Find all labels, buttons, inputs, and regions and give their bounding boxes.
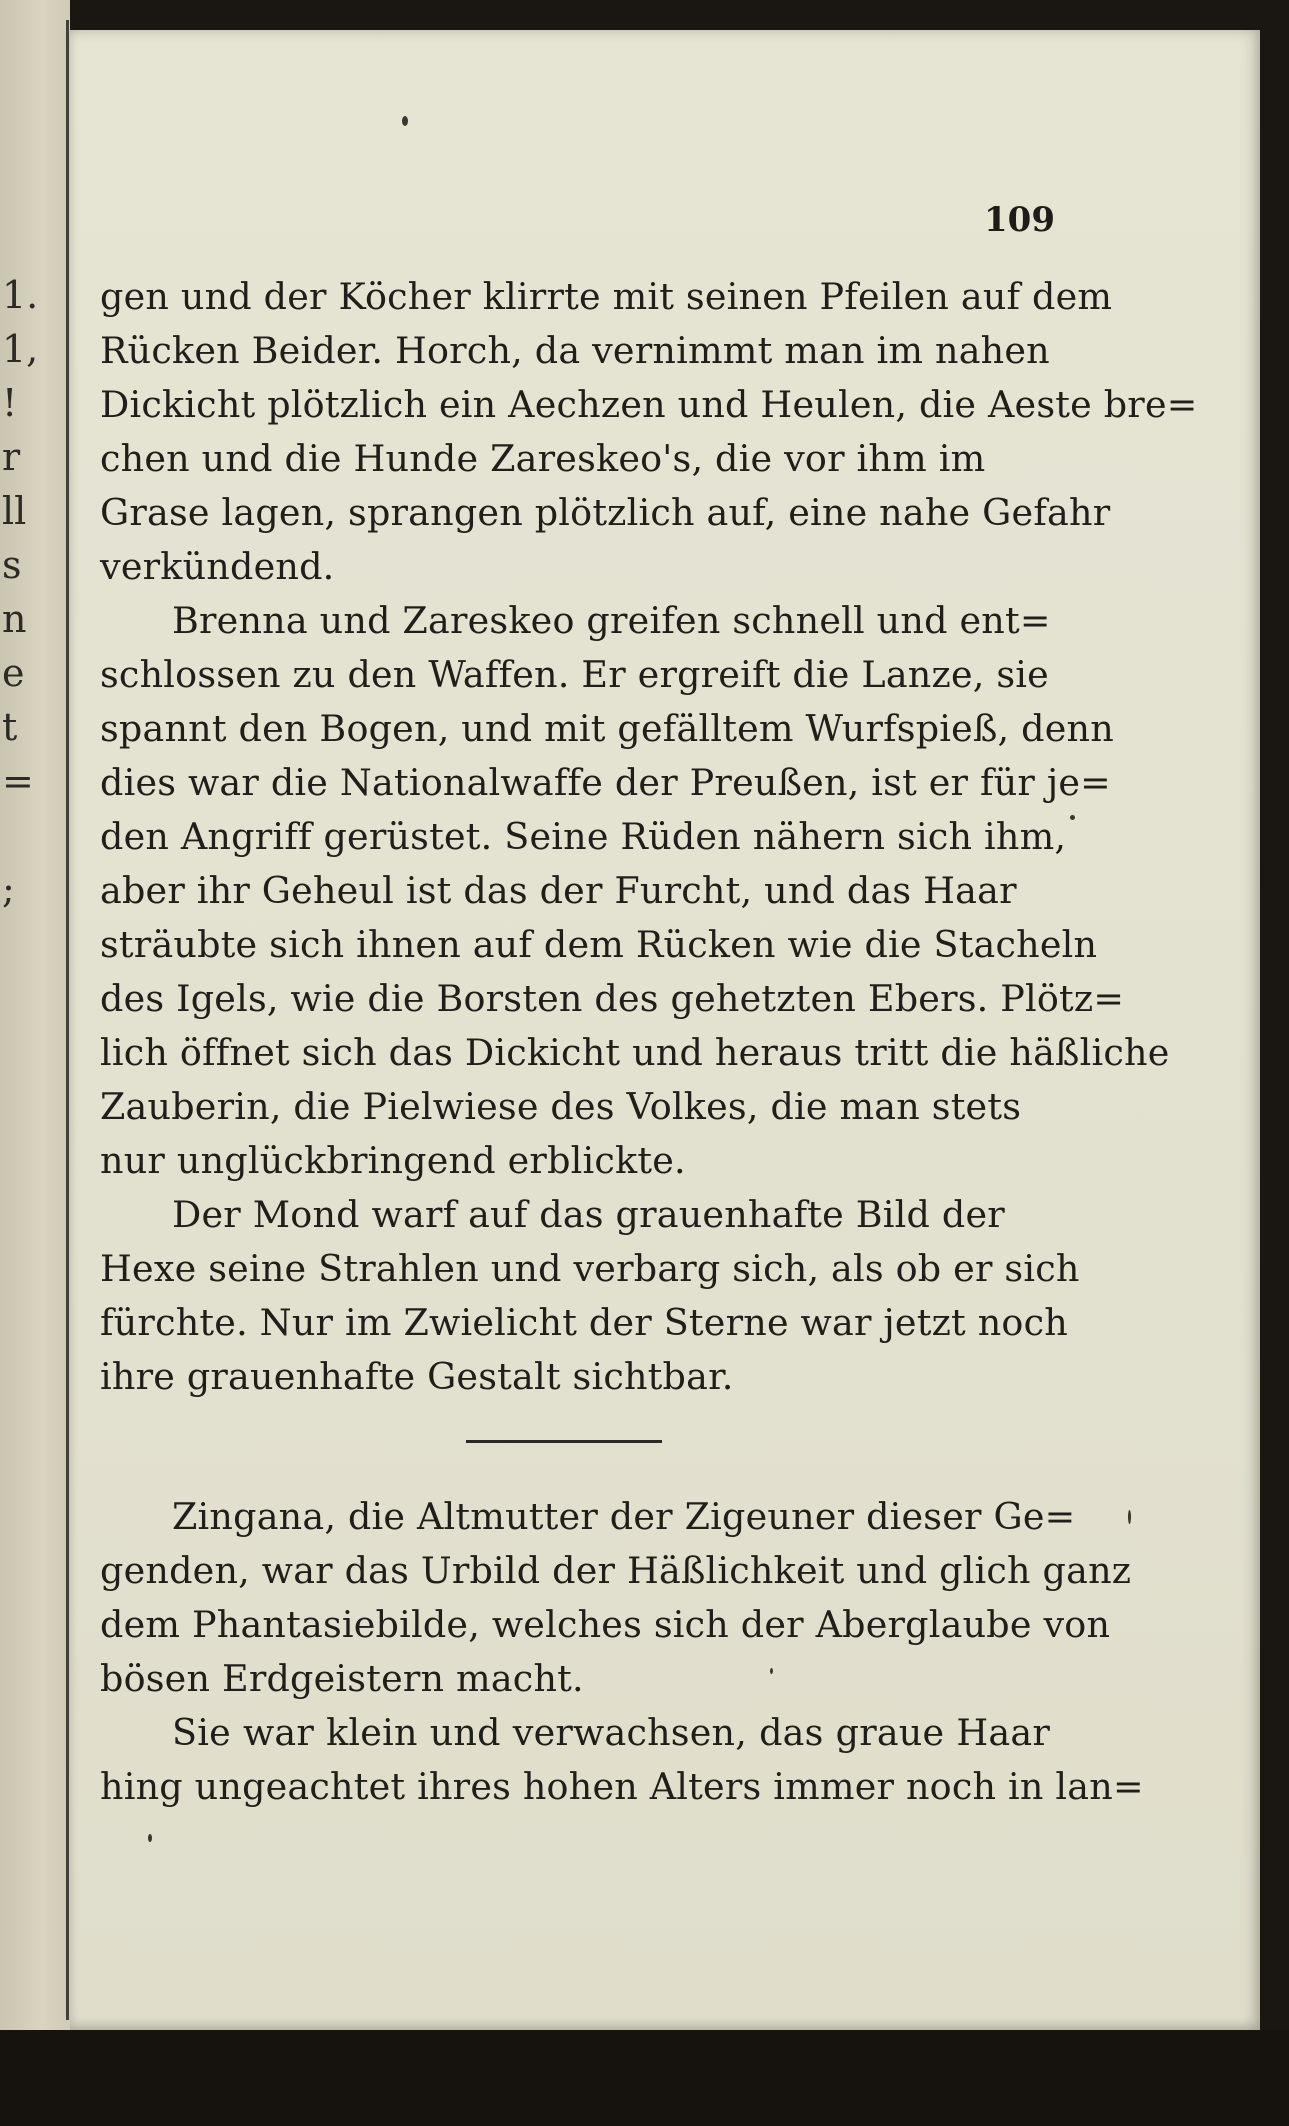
text-line: Rücken Beider. Horch, da vernimmt man im nahen [100,329,1050,372]
text-line: Grase lagen, sprangen plötzlich auf, eine nahe Gefahr [100,491,1111,534]
paper-speck [402,116,408,126]
text-line: verkündend. [100,545,335,588]
paragraph-2 [100,594,1170,1188]
text-line: spannt den Bogen, und mit gefälltem Wurfspieß, denn [100,707,1114,750]
text-line: aber ihr Geheul ist das der Furcht, und das Haar [100,869,1017,912]
text-line: Dickicht plötzlich ein Aechzen und Heulen, die Aeste bre= [100,383,1198,426]
fragment: ; [2,867,15,911]
text-line: dies war die Nationalwaffe der Preußen, ist er für je= [100,761,1111,804]
paragraph-3 [100,1188,1080,1404]
text-line: hing ungeachtet ihres hohen Alters immer noch in lan= [100,1765,1144,1808]
text-line: schlossen zu den Waffen. Er ergreift die Lanze, sie [100,653,1049,696]
fragment: 1, [2,327,39,371]
text-line: sträubte sich ihnen auf dem Rücken wie die Stacheln [100,923,1098,966]
text-line: ihre grauenhafte Gestalt sichtbar. [100,1355,734,1398]
fragment: e [2,651,25,695]
text-line: des Igels, wie die Borsten des gehetzten Ebers. Plötz= [100,977,1125,1020]
text-block-bottom [100,1490,1144,1814]
text-line: Der Mond warf auf das grauenhafte Bild der [172,1193,1005,1236]
text-line: Zingana, die Altmutter der Zigeuner dieser Ge= [172,1495,1076,1538]
page-number: 109 [984,200,1055,240]
text-line: fürchte. Nur im Zwielicht der Sterne war jetzt noch [100,1301,1068,1344]
text-line: bösen Erdgeistern macht. [100,1657,584,1700]
text-line: chen und die Hunde Zareskeo's, die vor ihm im [100,437,986,480]
paper-speck [770,1668,773,1674]
text-line: lich öffnet sich das Dickicht und heraus tritt die häßliche [100,1031,1170,1074]
text-line: Zauberin, die Pielwiese des Volkes, die man stets [100,1085,1022,1128]
text-line: nur unglückbringend erblickte. [100,1139,686,1182]
text-line: den Angriff gerüstet. Seine Rüden nähern sich ihm, [100,815,1067,858]
previous-page-text-fragments [2,268,42,916]
section-separator-rule [466,1440,662,1443]
paragraph-5 [100,1706,1144,1814]
text-block-top [100,270,1198,1404]
text-line: Hexe seine Strahlen und verbarg sich, als ob er sich [100,1247,1080,1290]
fragment: t [2,705,18,749]
fragment: r [2,435,21,479]
fragment: = [2,759,34,803]
fragment: n [2,597,27,641]
fragment: ! [2,381,18,425]
paragraph-1 [100,270,1198,594]
paragraph-4 [100,1490,1132,1706]
paper-speck [1070,815,1075,820]
fragment: ll [2,489,27,533]
text-line: dem Phantasiebilde, welches sich der Aberglaube von [100,1603,1111,1646]
fragment [2,808,42,862]
text-line: Brenna und Zareskeo greifen schnell und ent= [172,599,1051,642]
scan-bottom-edge [0,2030,1289,2126]
book-spine-line [66,20,69,2020]
paper-speck [1128,1510,1131,1524]
text-line: Sie war klein und verwachsen, das graue Haar [172,1711,1050,1754]
text-line: gen und der Köcher klirrte mit seinen Pfeilen auf dem [100,275,1113,318]
fragment: s [2,543,22,587]
text-line: genden, war das Urbild der Häßlichkeit und glich ganz [100,1549,1132,1592]
fragment: 1. [2,273,39,317]
paper-speck [148,1834,152,1842]
